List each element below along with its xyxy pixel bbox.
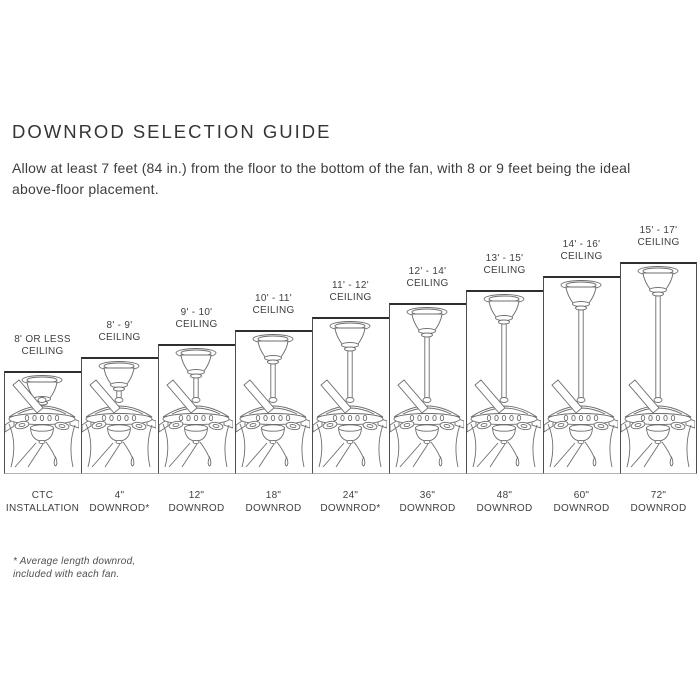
footnote — [13, 555, 135, 581]
ceiling-word: CEILING — [252, 304, 295, 316]
downrod-length-label — [81, 489, 158, 515]
downrod-word: DOWNROD — [399, 503, 456, 514]
downrod-length-label — [466, 489, 543, 515]
fan-step-box — [235, 330, 314, 474]
ceiling-height-label — [158, 307, 235, 330]
ceiling-word: CEILING — [21, 345, 64, 357]
downrod-size: 60" — [573, 490, 590, 501]
fan-step-box — [620, 262, 697, 474]
downrod-word: DOWNROD — [168, 503, 225, 514]
ceiling-fan-icon — [5, 373, 79, 472]
ceiling-range: 12' - 14' — [408, 266, 447, 277]
downrod-word: DOWNROD — [476, 503, 533, 514]
ceiling-fan-icon — [621, 264, 695, 472]
fan-step-box — [4, 371, 83, 474]
ceiling-fan-icon — [82, 359, 156, 472]
downrod-size: 18" — [265, 490, 282, 501]
fan-step-box — [466, 290, 545, 474]
ceiling-word: CEILING — [98, 331, 141, 343]
ceiling-word: CEILING — [329, 291, 372, 303]
fan-step-box — [312, 317, 391, 474]
footnote-line-2: included with each fan. — [13, 569, 120, 580]
ceiling-word: CEILING — [406, 277, 449, 289]
ceiling-fan-icon — [313, 319, 387, 472]
footnote-line-1: * Average length downrod, — [13, 556, 136, 567]
ceiling-word: CEILING — [483, 264, 526, 276]
downrod-length-label — [620, 489, 697, 515]
ceiling-range: 9' - 10' — [180, 307, 213, 318]
downrod-length-label — [158, 489, 235, 515]
ceiling-word: CEILING — [560, 250, 603, 262]
ceiling-height-label — [620, 225, 697, 248]
ceiling-range: 15' - 17' — [639, 225, 678, 236]
downrod-size: 36" — [419, 490, 436, 501]
downrod-word: INSTALLATION — [5, 503, 80, 514]
downrod-size: 12" — [188, 490, 205, 501]
ceiling-height-label — [543, 239, 620, 262]
downrod-word: DOWNROD* — [89, 503, 150, 514]
downrod-size: 24" — [342, 490, 359, 501]
downrod-length-label — [235, 489, 312, 515]
ceiling-height-label — [312, 280, 389, 303]
downrod-word: DOWNROD — [553, 503, 610, 514]
ceiling-fan-icon — [544, 278, 618, 472]
downrod-length-label — [389, 489, 466, 515]
fan-step-box — [158, 344, 237, 474]
downrod-size: 4" — [114, 490, 125, 501]
ceiling-range: 10' - 11' — [255, 293, 292, 304]
downrod-length-label — [312, 489, 389, 515]
ceiling-word: CEILING — [175, 318, 218, 330]
intro-line-2: above-floor placement. — [12, 181, 159, 197]
downrod-word: DOWNROD* — [320, 503, 381, 514]
downrod-length-label — [543, 489, 620, 515]
ceiling-height-label — [389, 266, 466, 289]
fan-step-box — [81, 357, 160, 474]
downrod-size: CTC — [31, 490, 54, 501]
ceiling-height-label — [235, 293, 312, 316]
ceiling-range: 11' - 12' — [332, 280, 369, 291]
downrod-word: DOWNROD — [630, 503, 687, 514]
downrod-size: 48" — [496, 490, 513, 501]
fan-step-box — [543, 276, 622, 474]
ceiling-fan-icon — [159, 346, 233, 472]
ceiling-range: 8' - 9' — [106, 320, 133, 331]
ceiling-height-label — [466, 253, 543, 276]
downrod-length-label — [4, 489, 81, 515]
ceiling-fan-icon — [390, 305, 464, 472]
fan-step-box — [389, 303, 468, 474]
page-title: DOWNROD SELECTION GUIDE — [12, 121, 332, 142]
downrod-word: DOWNROD — [245, 503, 302, 514]
ceiling-fan-icon — [467, 292, 541, 472]
ceiling-fan-icon — [236, 332, 310, 472]
ceiling-word: CEILING — [637, 236, 680, 248]
ceiling-range: 13' - 15' — [485, 253, 524, 264]
downrod-size: 72" — [650, 490, 667, 501]
ceiling-range: 8' OR LESS — [14, 334, 71, 345]
ceiling-height-label — [4, 334, 81, 357]
ceiling-height-label — [81, 320, 158, 343]
ceiling-range: 14' - 16' — [562, 239, 601, 250]
intro-line-1: Allow at least 7 feet (84 in.) from the floor to the bottom of the fan, with 8 or 9 feet being the ideal — [12, 160, 631, 176]
